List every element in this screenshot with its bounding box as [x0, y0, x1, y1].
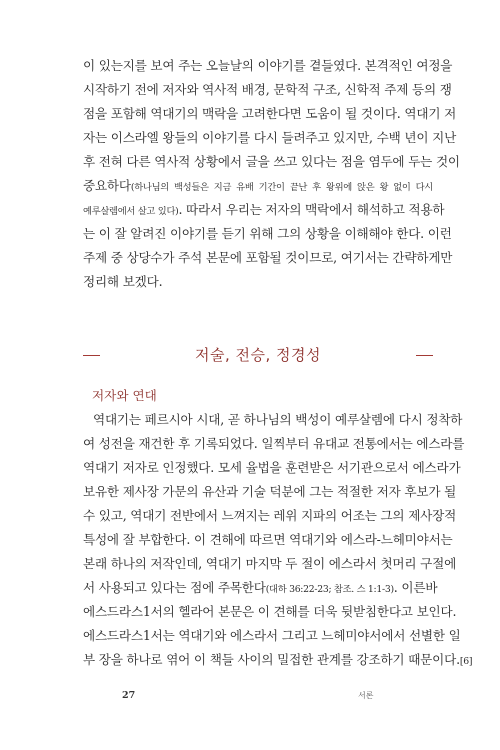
section-title: 저술, 전승, 정경성 [194, 346, 321, 364]
text-span: 부 장을 하나로 엮어 이 책들 사이의 밀접한 관계를 강조하기 때문이다. [83, 652, 460, 667]
text-line: 정리해 보겠다. [83, 274, 163, 289]
text-span: . 이른바 [393, 580, 438, 595]
text-line: 점을 포함해 역대기의 맥락을 고려한다면 도움이 될 것이다. 역대기 저 [83, 106, 457, 121]
text-span: 서 사용되고 있다는 점에 주목한다 [83, 580, 266, 595]
footnote-marker: [6] [459, 656, 473, 667]
running-footer-section: 서론 [358, 691, 374, 700]
intro-paragraph [83, 54, 460, 294]
text-line: 주제 중 상당수가 주석 본문에 포함될 것이므로, 여기서는 간략하게만 [83, 250, 453, 265]
parenthetical-note: (하나님의 백성들은 지금 유배 기간이 끝난 후 왕위에 앉은 왕 없이 다시 [130, 182, 433, 193]
text-line: 시작하기 전에 저자와 역사적 배경, 문학적 구조, 신학적 주제 등의 쟁 [83, 82, 452, 97]
text-line: 이 있는지를 보여 주는 오늘날의 이야기를 곁들였다. 본격적인 여정을 [83, 58, 453, 73]
scripture-reference: (대하 36:22-23; 참조. 스 1:1-3) [265, 584, 394, 595]
text-line: 본래 하나의 저작인데, 역대기 마지막 두 절이 에스라서 첫머리 구절에 [83, 556, 457, 571]
text-line [83, 198, 445, 222]
text-line: 여 성전을 재건한 후 기록되었다. 일찍부터 유대교 전통에서는 에스라를 [83, 436, 465, 451]
text-line [83, 648, 473, 672]
text-line: 에스드라스1서는 역대기와 에스라서 그리고 느헤미야서에서 선별한 일 [83, 628, 461, 643]
page-number: 27 [122, 690, 136, 701]
text-line: 에스드라스1서의 헬라어 본문은 이 견해를 더욱 뒷받침한다고 보인다. [83, 604, 457, 619]
text-line: 자는 이스라엘 왕들의 이야기를 다시 들려주고 있지만, 수백 년이 지난 [83, 130, 457, 145]
authorship-paragraph [83, 408, 473, 672]
text-line: 후 전혀 다른 역사적 상황에서 글을 쓰고 있다는 점을 염두에 두는 것이 [83, 154, 460, 169]
text-line: 수 있고, 역대기 전반에서 느껴지는 레위 지파의 어조는 그의 제사장적 [83, 508, 457, 523]
text-line: 보유한 제사장 가문의 유산과 기술 덕분에 그는 적절한 저자 후보가 될 [83, 484, 457, 499]
right-dash-ornament [416, 355, 433, 356]
text-line: 역대기는 페르시아 시대, 곧 하나님의 백성이 예루살렘에 다시 정착하 [93, 412, 463, 427]
text-span: 중요하다 [83, 178, 131, 193]
text-line: 는 이 잘 알려진 이야기를 듣기 위해 그의 상황을 이해해야 한다. 이런 [83, 226, 452, 241]
text-span: . 따라서 우리는 저자의 맥락에서 해석하고 적용하 [178, 202, 445, 217]
text-line [83, 174, 433, 198]
section-header [83, 340, 433, 370]
text-line [83, 576, 438, 600]
subsection-title: 저자와 연대 [92, 388, 157, 403]
text-line: 특성에 잘 부합한다. 이 견해에 따르면 역대기와 에스라-느헤미야서는 [83, 532, 453, 547]
text-line: 역대기 저자로 인정했다. 모세 율법을 훈련받은 서기관으로서 에스라가 [83, 460, 461, 475]
parenthetical-note: 예루살렘에서 살고 있다) [83, 206, 179, 217]
